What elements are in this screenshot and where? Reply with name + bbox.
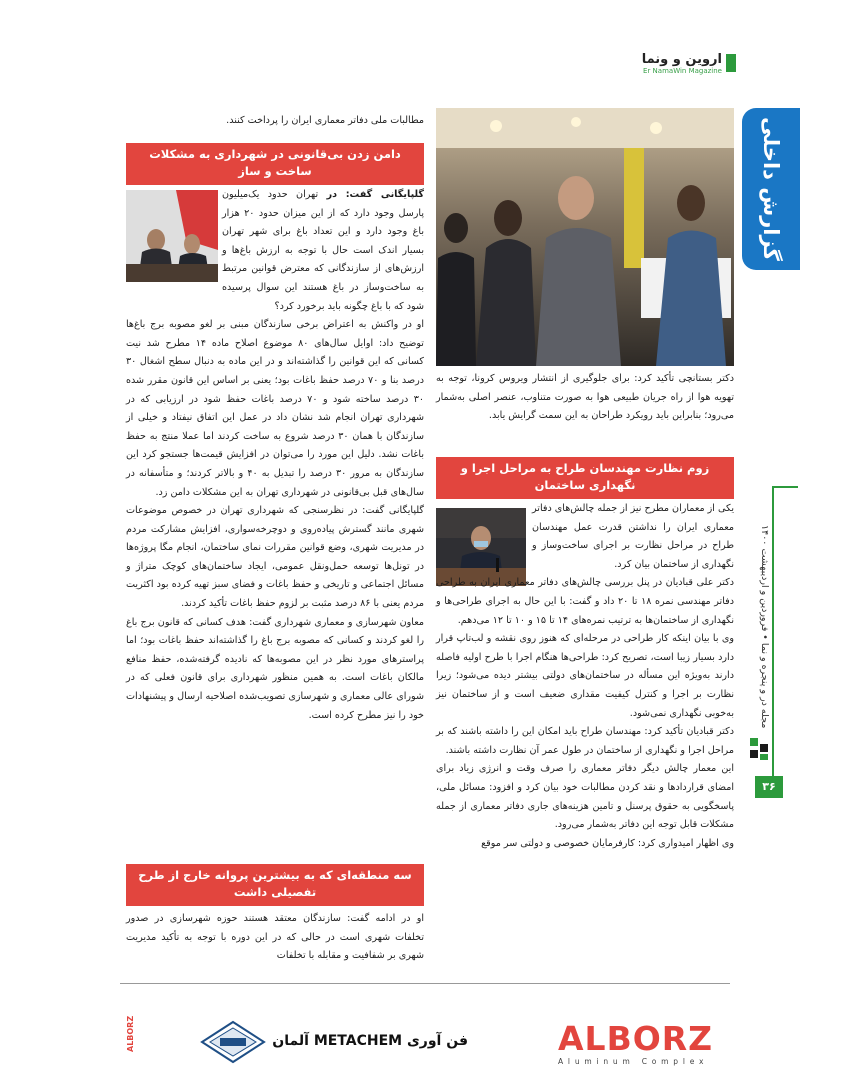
paragraph: دکتر قبادیان تأکید کرد: مهندسان طراح باید امکان این را داشته باشند که بر مراحل اجرا و نگهداری از ساختمان در طول عمر آن نظارت داشته باشند. [436, 726, 734, 756]
metachem-logo-icon [200, 1020, 266, 1064]
section-tab [742, 108, 800, 270]
mini-logo-icon [748, 736, 772, 762]
paragraph: معاون شهرسازی و معماری شهرداری گفت: هدف کسانی که قانون برج باغ را لغو کردند و کسانی که مصوبه برج باغ را گذاشته‌اند حفظ باغات بود؛ اما پراسترهای مورد نظر در این مصوبه‌ها که نادیده گرفته‌شده، حفظ منافع مالکان باغات است. به همین منظور شهرداری برای قانون فعلی که در شورای عالی معماری و شهرسازی تصویب‌شده اصلاحیه ارسال و پیشنهادات خود را نیز مطرح کرده است. [126, 616, 424, 721]
lead-text: گلپایگانی گفت: در [326, 189, 424, 200]
paragraph [126, 186, 424, 316]
intro-line: مطالبات ملی دفاتر معماری ایران را پرداخت کنند. [226, 115, 424, 126]
page-number: ۳۶ [755, 776, 783, 798]
logo-mark-icon [726, 54, 736, 72]
side-alborz-text: ALBORZ [126, 1015, 135, 1053]
margin-line [772, 486, 774, 786]
paragraph: دکتر علی قبادیان در پنل بررسی چالش‌های دفاتر معماری ایران به طراحی دفاتر مهندسی نمره ۱۸ تا ۲۰ داد و گفت: با این حال به اجرای طراحی‌ها و نگهداری از ساختمان‌ها به ترتیب نمره‌های ۱۴ تا ۱۵ و ۱۰ تا ۱۲ می‌دهم. [436, 577, 734, 626]
magazine-issue-text: مجله در و پنجره و نما • فروردین و اردیبهشت ۱۴۰۰ [759, 524, 770, 728]
metachem-text: فن آوری METACHEM آلمان [272, 1033, 468, 1049]
left-column-body [126, 186, 424, 725]
paragraph: یکی از معماران مطرح نیز از جمله چالش‌های دفاتر معماری ایران را نداشتن قدرت عمل مهندسان طراح در مراحل نظارت بر اجرای ساخت‌وساز و نگهداری از ساختمان بیان کرد. [532, 503, 734, 570]
section-heading-lawlessness: دامن زدن بی‌قانونی در شهرداری به مشکلات ساخت و ساز [126, 143, 424, 185]
section-heading-permits: سه منطقه‌ای که به بیشترین پروانه خارج از طرح تفصیلی داشت [126, 864, 424, 906]
alborz-logo [558, 1019, 728, 1072]
footer-divider [120, 983, 730, 984]
paragraph: گلپایگانی گفت: در نظرسنجی که شهرداری تهران در خصوص موضوعات شهری مانند گسترش پیاده‌روی و دوچرخه‌سواری، افزایش مشارکت مردم در مدیریت شهری، وضع قوانین مقررات نمای ساختمان، انجام مگا پروژه‌ها در تونل‌ها توسعه حمل‌ونقل عمومی، ایجاد ساختمان‌های کوچک متراژ و مسائل اجتماعی و تاریخی و حفظ باغات و فضای سبز تهیه کرده بود اکثریت مردم یعنی با ۸۶ درصد مثبت بر لزوم حفظ باغات تأکید کردند. [126, 505, 424, 610]
magazine-logo [630, 52, 722, 78]
paragraph-body: تهران حدود یک‌میلیون پارسل وجود دارد که از این میزان حدود ۲۰ هزار باغ وجود دارد و این تعداد باغ برای شهر تهران بسیار اندک است حال با توجه به ارزش باغ‌ها و ارزش‌های از سازندگانی که معترض قوانین مرتبط به ساخت‌وساز در باغ هستند این سوال پرسیده شود که با باغ چگونه باید برخورد کرد؟ [222, 189, 425, 312]
section-tab-label: گزارش داخلی [759, 117, 783, 261]
exhibition-photo [436, 108, 734, 366]
paragraph: این معمار چالش دیگر دفاتر معماری را صرف وقت و انرژی زیاد برای امضای قراردادها و نقد کردن مطالبات خود بیان کرد و افزود: مسائل ملی، پاسخگویی به حقوق پرسنل و تامین هزینه‌های جاری دفاتر معماری از جمله مشکلات قابل توجه این دفاتر به‌شمار می‌رود. [436, 763, 734, 831]
photo-caption: دکتر بستانچی تأکید کرد: برای جلوگیری از انتشار ویروس کرونا، توجه به تهویه هوا از راه جریان طبیعی هوا به صورت متناوب، عنصر اصلی به‌شمار می‌رود؛ بنابراین باید رویکرد طراحان به این سمت گرایش یابد. [436, 373, 734, 422]
logo-name: اروین و ونما [641, 52, 722, 67]
section-heading-supervision: زوم نظارت مهندسان طراح به مراحل اجرا و نگهداری ساختمان [436, 457, 734, 499]
left-column-closing: او در ادامه گفت: سازندگان معتقد هستند حوزه شهرسازی در صدور تخلفات شهری است در حالی که در این دوره با توجه به تأکید مدیریت شهری بر شفافیت و مقابله با تخلفات [126, 913, 424, 962]
alborz-wordmark: ALBORZ [558, 1019, 714, 1058]
paragraph: او در واکنش به اعتراض برخی سازندگان مبنی بر لغو مصوبه برج باغ‌ها توضیح داد: اوایل سال‌های ۸۰ موضوع اصلاح ماده ۱۴ مطرح شد نیت کسانی که این قوانین را گذاشته‌اند و در این ماده به دنبال سطح اشغال ۳۰ درصد بنا و ۷۰ درصد حفظ باغات بود؛ یعنی بر اساس این قانون مقرر شده ۳۰ درصد ساخته شود و ۷۰ درصد باغات حفظ شود در ارزیابی که در شهرداری تهران انجام شد نشان داد در عمل این اتفاق نیفتاد و خیلی از سازندگان با همان ۳۰ درصد شروع به ساخت کردند اما عملا منتج به حفظ باغات نشد. دلیل این مورد را می‌توان در افزایش قیمت‌ها جستجو کرد این سازندگان به مرور ۳۰ درصد را تبدیل به ۴۰ و بالاتر کردند؛ و متأسفانه در سال‌های قبل بی‌قانونی در شهرداری تهران به این مشکلات دامن زد. [126, 319, 424, 498]
paragraph: وی اظهار امیدواری کرد: کارفرمایان خصوصی و دولتی سر موقع [481, 837, 734, 849]
paragraph: وی با بیان اینکه کار طراحی در مرحله‌ای که هنوز روی نقشه و لب‌تاپ قرار دارد بسیار زیبا است، تصریح کرد: طراحی‌ها هنگام اجرا با طرح اولیه فاصله دارند به‌ویژه این مسأله در ساختمان‌های دولتی بیشتر دیده می‌شود؛ زیرا نظارت بر اجرا و کنترل کیفیت مقداری ضعیف است و از ساختمان نیز به‌خوبی نگهداری نمی‌شود. [436, 633, 734, 719]
logo-subtitle: Er NamaWin Magazine [643, 67, 722, 75]
margin-tick [772, 486, 798, 488]
alborz-subtitle: Aluminum Complex [558, 1057, 709, 1066]
right-column-body [436, 500, 734, 853]
